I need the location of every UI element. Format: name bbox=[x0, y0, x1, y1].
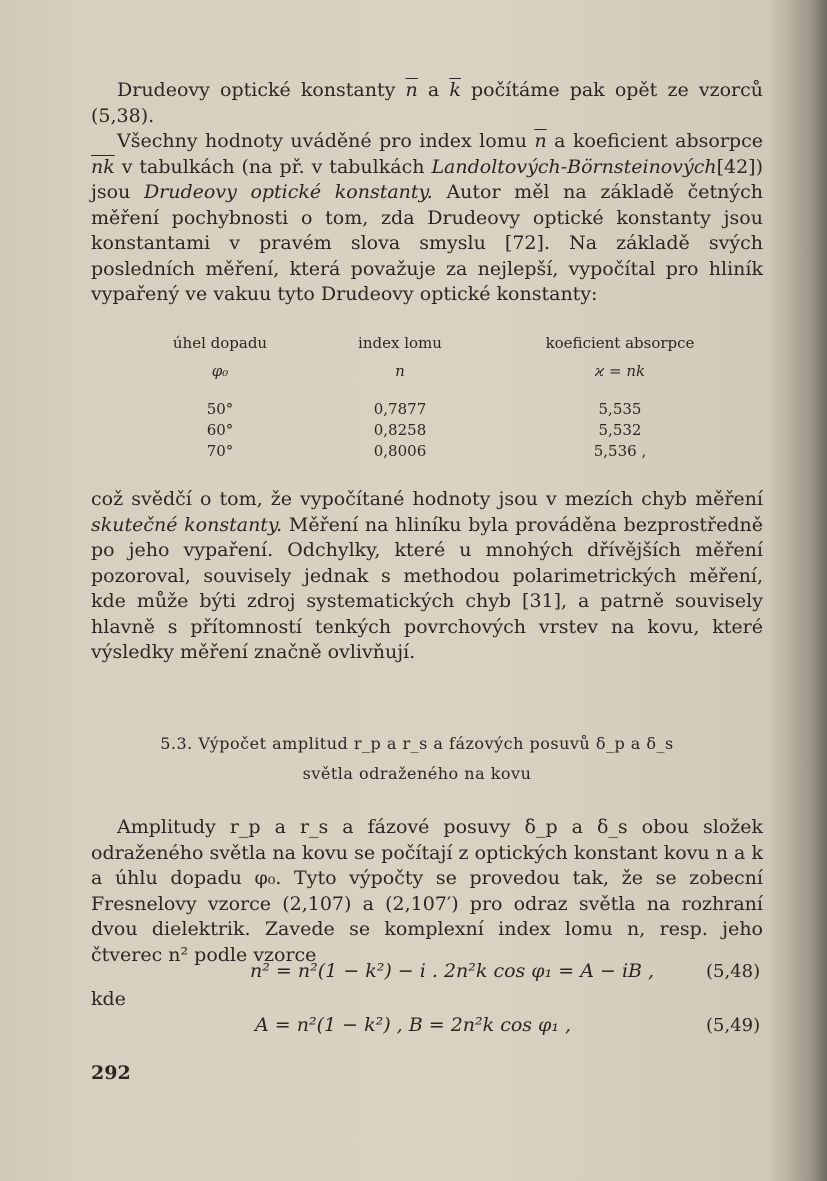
symbol-n-bar: $\overline{n}$ bbox=[405, 79, 418, 101]
table-cell: 0,8006 bbox=[373, 442, 427, 460]
text: počítáme pak opět ze vzorců bbox=[471, 79, 763, 101]
text: Drudeovy optické konstanty bbox=[117, 79, 396, 101]
text: což svědčí o tom, že vypočítané hodnoty jsou v mezích chyb měření bbox=[91, 488, 763, 510]
text: Měření na hliníku byla prováděna bezprostředně po jeho vypaření. Odchylky, které u mnohých dřívějších měření pozoroval, souvisely jednak s methodou polarimetrických měření, kde může býti zdroj systematických chyb [31], a patrně souvisely hlavně s přítomností tenkých povrchových vrstev na kovu, které výsledky měření značně ovlivňují. bbox=[91, 513, 763, 663]
text: a koeficient absorpce bbox=[554, 130, 763, 152]
table-cell: 0,8258 bbox=[373, 421, 427, 439]
table-cell: 50° bbox=[206, 400, 234, 418]
text: Autor měl na základě četných měření pochybnosti o tom, zda Drudeovy optické konstanty jsou konstantami v pravém slova smyslu [72]. Na základě svých posledních měření, která považuje za nejlepší, vypočítal pro hliník vypařený ve vakuu tyto Drudeovy optické konstanty: bbox=[91, 181, 763, 305]
text: v tabulkách (na př. v tabulkách bbox=[121, 155, 425, 178]
symbol-k-bar: $\overline{k}$ bbox=[449, 79, 461, 101]
text: [42]) jsou bbox=[91, 155, 764, 203]
paragraph-drude-constants bbox=[91, 129, 763, 308]
symbol-nk-bar: $\overline{nk}$ bbox=[91, 155, 115, 178]
section-heading-line2: světla odraženého na kovu bbox=[302, 764, 532, 783]
paragraph-drude-intro bbox=[91, 78, 763, 129]
italic-term: skutečné konstanty. bbox=[91, 513, 283, 536]
table-cell: 5,536 , bbox=[593, 442, 647, 460]
table-row bbox=[150, 442, 730, 462]
column-header: index lomu bbox=[358, 334, 442, 352]
kde-label: kde bbox=[91, 988, 126, 1010]
table-row bbox=[150, 400, 730, 420]
book-title: Landoltových-Börnsteinových bbox=[431, 155, 717, 178]
equation-5-49: A = n²(1 − k²) , B = 2n²k cos φ₁ , bbox=[255, 1014, 572, 1036]
page-number: 292 bbox=[91, 1062, 131, 1084]
symbol-n-bar: $\overline{n}$ bbox=[534, 130, 547, 152]
column-header: koeficient absorpce bbox=[545, 334, 695, 352]
text: a bbox=[427, 79, 440, 101]
table-symbol-row bbox=[150, 362, 730, 382]
equation-5-48: n² = n²(1 − k²) − i . 2n²k cos φ₁ = A − iB , bbox=[250, 960, 655, 982]
equation-number: (5,48) bbox=[706, 961, 761, 982]
table-header-row bbox=[150, 334, 730, 354]
equation-ref: (5,38). bbox=[91, 104, 155, 127]
table-cell: 5,535 bbox=[598, 400, 642, 418]
table-cell: 70° bbox=[206, 442, 234, 460]
column-symbol: φ₀ bbox=[211, 362, 229, 380]
section-heading: 5.3. Výpočet amplitud r_p a r_s a fázových posuvů δ_p a δ_s bbox=[160, 734, 674, 753]
paragraph-amplitudes: Amplitudy r_p a r_s a fázové posuvy δ_p a δ_s obou složek odraženého světla na kovu se počítají z optických konstant kovu n a k a úhlu dopadu φ₀. Tyto výpočty se provedou tak, že se zobecní Fresnelovy vzorce (2,107) a (2,107′) pro odraz světla na rozhraní dvou dielektrik. Zavede se komplexní index lomu n, resp. jeho čtverec n² podle vzorce bbox=[91, 816, 763, 966]
table-cell: 60° bbox=[206, 421, 234, 439]
column-header: úhel dopadu bbox=[172, 334, 268, 352]
equation-number: (5,49) bbox=[706, 1015, 761, 1036]
column-symbol: n bbox=[395, 362, 405, 380]
paragraph-results bbox=[91, 487, 763, 666]
table-row bbox=[150, 421, 730, 441]
table-cell: 5,532 bbox=[598, 421, 642, 439]
text: Všechny hodnoty uváděné pro index lomu bbox=[117, 130, 527, 152]
table-cell: 0,7877 bbox=[373, 400, 427, 418]
column-symbol: ϰ = nk bbox=[594, 362, 646, 380]
italic-term: Drudeovy optické konstanty. bbox=[143, 181, 433, 203]
